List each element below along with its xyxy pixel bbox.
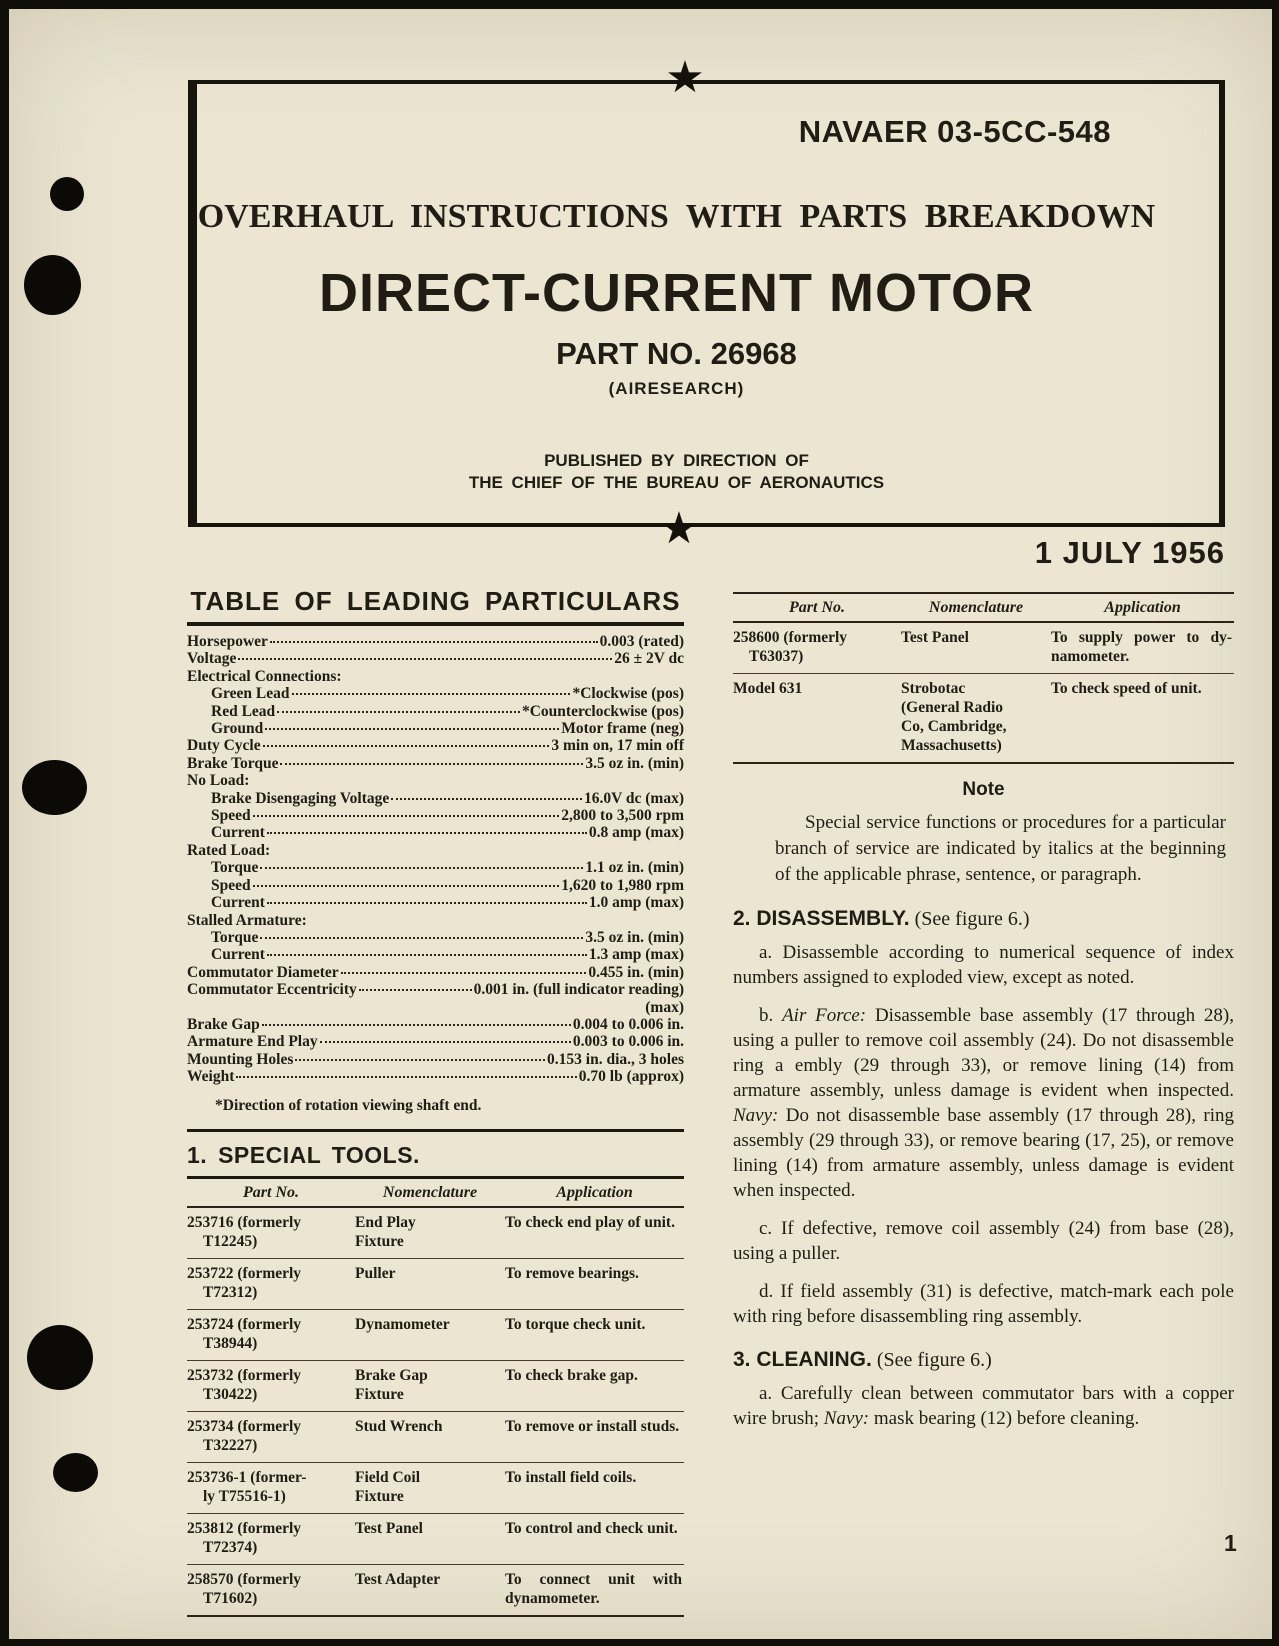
particular-label: Torque [211,928,259,946]
particular-label: Commutator Eccentricity [187,981,357,999]
dot-leader [263,745,550,747]
punch-hole [50,177,84,211]
particulars-list [187,633,684,1086]
star-icon: ★ [659,503,699,554]
star-icon: ★ [665,52,705,103]
section-heading: 3. CLEANING. (See figure 6.) [733,1348,992,1371]
tool-application: To install field coils. [505,1468,637,1486]
manufacturer: (AIRESEARCH) [608,379,745,398]
tool-part-no: 253812 (formerly T72374) [187,1519,302,1556]
tool-row [733,674,1234,764]
dot-leader [280,763,583,765]
particular-label: Torque [211,859,259,877]
particular-value: 0.455 in. (min) [588,963,684,981]
particular-value: 26 ± 2V dc [614,650,684,668]
paragraph: c. If defective, remove coil assembly (24) from base (28), using a puller. [733,1218,1234,1264]
column-header-nomenclature: Nomenclature [928,599,1024,616]
punch-hole [22,760,87,815]
particular-row [187,668,684,685]
particular-row [187,772,684,789]
particular-label: Armature End Play [187,1033,318,1051]
particular-row [187,790,684,807]
particular-label: Stalled Armature: [187,911,307,929]
particular-label: Brake Torque [187,754,279,772]
special-tools-heading: 1. SPECIAL TOOLS. [187,1141,420,1168]
published-by-line2: THE CHIEF OF THE BUREAU OF AERONAUTICS [468,473,885,492]
punch-hole [53,1453,98,1492]
particular-row [187,650,684,667]
publication-number: NAVAER 03-5CC-548 [798,114,1111,149]
tool-row [187,1259,684,1310]
sections [733,907,1234,1431]
dot-leader [270,641,598,643]
issue-date: 1 JULY 1956 [1034,535,1225,570]
tool-part-no: 258570 (formerly T71602) [187,1570,302,1607]
particular-label: Brake Gap [187,1015,260,1033]
tool-row [733,623,1234,674]
table-header-row [733,594,1234,623]
particular-value: 1.3 amp (max) [588,946,684,964]
tool-application: To check speed of unit. [1051,680,1202,697]
section-heading: 2. DISASSEMBLY. (See figure 6.) [733,907,1030,930]
particular-value: 0.70 lb (approx) [578,1068,684,1086]
dot-leader [277,711,520,713]
particular-value: (max) [645,998,684,1016]
particular-value: 0.8 amp (max) [588,824,684,842]
tool-row [187,1310,684,1361]
particular-label: Ground [211,720,264,738]
left-column [187,586,684,1617]
particular-value: 3.5 oz in. (min) [585,928,684,946]
particulars-footnote: *Direction of rotation viewing shaft end. [215,1096,482,1114]
particular-row [187,929,684,946]
particular-row [187,877,684,894]
table-header-row [187,1179,684,1208]
column-header-nomenclature: Nomenclature [382,1183,478,1201]
paragraph: d. If field assembly (31) is defective, match-mark each pole with ring before disassembling ring assembly. [733,1281,1234,1327]
dot-leader [260,867,583,869]
punch-hole [24,255,81,315]
particular-value: 0.003 (rated) [599,633,684,650]
tool-part-no: 253722 (formerly T72312) [187,1264,302,1301]
tool-row [187,1514,684,1565]
particular-row [187,912,684,929]
particular-label: Horsepower [187,633,268,650]
particular-value: Motor frame (neg) [561,720,684,738]
tool-application: To remove or install studs. [505,1417,680,1435]
tool-application: To check end play of unit. [505,1213,675,1231]
particular-label: Voltage [187,650,237,668]
particular-row [187,824,684,841]
particular-row [187,807,684,824]
rule [187,622,684,626]
note-body: Special service functions or procedures for a particular branch of service are indicated by italics at the beginning of the applicable phrase, sentence, or paragraph. [775,812,1226,885]
particular-value: 0.004 to 0.006 in. [572,1015,684,1033]
scan-edge-left [0,0,9,1646]
particular-value: 0.001 in. (full indicator reading) [473,981,684,999]
particular-label: Weight [187,1068,235,1086]
particular-value: *Clockwise (pos) [572,685,684,703]
particular-row [187,999,684,1016]
special-tools-table [187,1176,684,1617]
dot-leader [320,1041,571,1043]
tool-part-no: 253734 (formerly T32227) [187,1417,302,1454]
special-tools-table-continued [733,592,1234,764]
particular-label: Mounting Holes [187,1050,294,1068]
tool-row [187,1463,684,1514]
particular-label: Rated Load: [187,841,271,859]
particular-label: Red Lead [211,702,276,720]
tool-part-no: 253724 (formerly T38944) [187,1315,302,1352]
paragraph: b. Air Force: Disassemble base assembly (17 through 28), using a puller to remove coil assembly (24). Do not disassemble ring a embly (29 through 33), or remove lining (14) from armature assembly, unless damage is evident when inspected. Navy: Do not disassemble base assembly (17 through 28), ring assembly (29 through 33), or remove bearing (17, 25), or remove lining (14) from armature assembly, unless damage is evident when inspected. [733,1005,1234,1201]
scan-edge-top [0,0,1279,9]
published-by-line1: PUBLISHED BY DIRECTION OF [544,451,809,470]
scan-edge-bottom [0,1639,1279,1646]
particular-row [187,859,684,876]
particular-label: Electrical Connections: [187,667,342,685]
subject-line: OVERHAUL INSTRUCTIONS WITH PARTS BREAKDOWN [197,198,1156,235]
particular-row [187,1051,684,1068]
published-by [197,450,1156,494]
particular-label: Speed [211,807,251,825]
tool-part-no: 258600 (formerly T63037) [733,629,848,665]
tool-row [187,1208,684,1259]
column-header-application: Application [1104,599,1181,616]
tool-part-no: Model 631 [733,680,803,697]
page-number: 1 [1224,1530,1237,1556]
particular-label: Brake Disengaging Voltage [211,789,390,807]
particular-row [187,842,684,859]
dot-leader [260,937,583,939]
dot-leader [236,1076,576,1078]
dot-leader [292,693,571,695]
dot-leader [262,1024,571,1026]
paragraph: a. Disassemble according to numerical sequence of index numbers assigned to exploded view, except as noted. [733,942,1234,988]
particular-label: Commutator Diameter [187,963,339,981]
dot-leader [253,815,560,817]
tool-part-no: 253732 (formerly T30422) [187,1366,302,1403]
tool-application: To check brake gap. [505,1366,638,1384]
particular-value: 16.0V dc (max) [583,789,684,807]
particular-value: 3 min on, 17 min off [551,737,684,755]
dot-leader [295,1059,545,1061]
tool-application: To remove bearings. [505,1264,639,1282]
particular-value: 1,620 to 1,980 rpm [561,876,684,894]
particular-value: 1.0 amp (max) [588,894,684,912]
tool-part-no: 253716 (formerly T12245) [187,1213,302,1250]
tool-nomenclature: Test Panel [901,629,969,646]
particular-value: 3.5 oz in. (min) [585,754,684,772]
particular-row [187,964,684,981]
particular-label: Speed [211,876,251,894]
tool-application: To torque check unit. [505,1315,646,1333]
particular-row [187,755,684,772]
dot-leader [359,989,472,991]
tool-nomenclature: Test Adapter [355,1570,441,1588]
tool-application: To connect unit with dynamometer. [505,1570,682,1607]
dot-leader [391,798,582,800]
punch-hole [27,1325,93,1390]
particular-label: Duty Cycle [187,737,261,755]
particular-label: Current [211,946,265,964]
tool-row [187,1565,684,1617]
dot-leader [238,658,612,660]
dot-leader [267,954,587,956]
tool-nomenclature: Stud Wrench [355,1417,443,1435]
column-header-part-no: Part No. [789,599,845,616]
paragraph: a. Carefully clean between commutator bars with a copper wire brush; Navy: mask bearing (12) before cleaning. [733,1383,1234,1429]
particular-value: 0.003 to 0.006 in. [572,1033,684,1051]
dot-leader [265,728,559,730]
particular-row [187,1033,684,1050]
right-column [733,585,1234,1444]
dot-leader [267,832,587,834]
dot-leader [341,972,587,974]
tool-nomenclature: Puller [355,1264,396,1282]
particular-label: No Load: [187,772,250,790]
column-header-application: Application [556,1183,633,1201]
particular-row [187,1068,684,1085]
tool-nomenclature: Field Coil Fixture [355,1468,421,1505]
tool-nomenclature: Dynamometer [355,1315,450,1333]
tool-application: To control and check unit. [505,1519,678,1537]
particular-row [187,1016,684,1033]
rule [187,1129,684,1132]
dot-leader [267,902,587,904]
particular-label: Current [211,894,265,912]
tool-nomenclature: Test Panel [355,1519,423,1537]
particulars-heading: TABLE OF LEADING PARTICULARS [190,586,681,616]
particular-label: Green Lead [211,685,290,703]
tool-row [187,1361,684,1412]
tool-part-no: 253736-1 (former- ly T75516-1) [187,1468,307,1505]
particular-label: Current [211,824,265,842]
main-title: DIRECT-CURRENT MOTOR [319,263,1034,323]
particular-value: 1.1 oz in. (min) [585,859,684,877]
particular-row [187,703,684,720]
title-box-inner [197,84,1156,523]
particular-row [187,981,684,998]
particular-row [187,946,684,963]
part-number: PART NO. 26968 [556,336,797,371]
column-header-part-no: Part No. [243,1183,299,1201]
note-heading: Note [962,779,1005,800]
tool-nomenclature: End Play Fixture [355,1213,416,1250]
particular-row [187,685,684,702]
tool-nomenclature: Brake Gap Fixture [355,1366,428,1403]
particular-row [187,894,684,911]
scan-edge-right [1272,0,1279,1646]
tool-nomenclature: Strobotac (General Radio Co, Cambridge, Massachusetts) [901,680,1007,754]
particular-value: *Counterclockwise (pos) [521,702,684,720]
tool-row [187,1412,684,1463]
particular-value: 0.153 in. dia., 3 holes [547,1050,684,1068]
particular-row [187,737,684,754]
particular-value: 2,800 to 3,500 rpm [561,807,684,825]
dot-leader [253,885,560,887]
tool-application: To supply power to dy-namometer. [1051,629,1232,665]
particular-row [187,633,684,650]
particular-row [187,720,684,737]
